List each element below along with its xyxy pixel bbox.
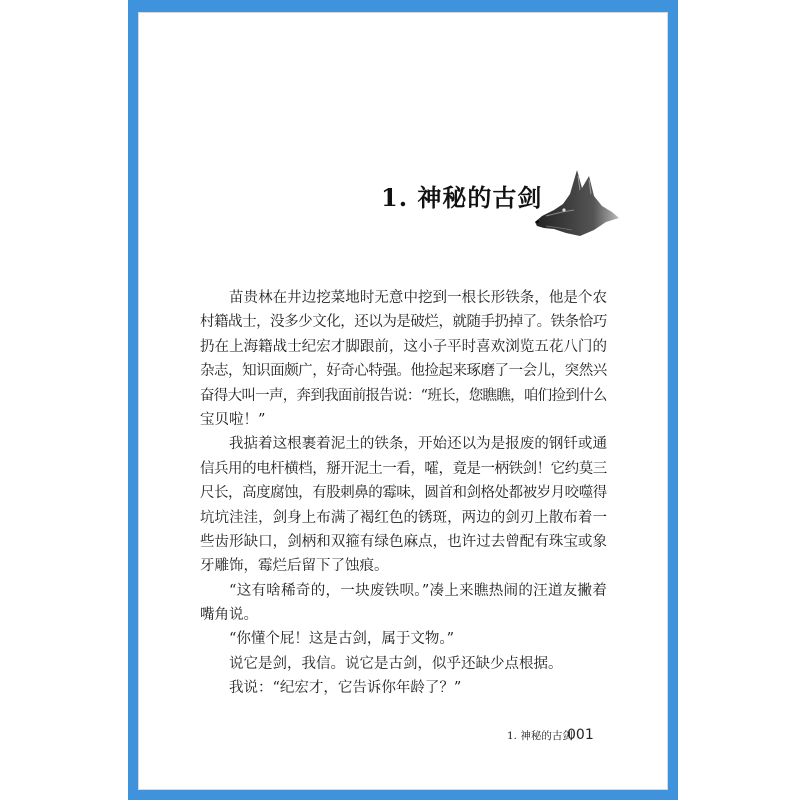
text-line-content: “这有啥稀奇的，一块废铁呗。”凑上来瞧热闹的汪道友撇着 xyxy=(229,582,608,599)
text-line-content: 村籍战士，没多少文化，还以为是破烂，就随手扔掉了。铁条恰巧 xyxy=(200,314,607,331)
text-line xyxy=(200,384,607,408)
running-head: 1. 神秘的古剑 xyxy=(507,730,573,742)
text-line xyxy=(200,603,607,627)
chapter-title: 1. 神秘的古剑 xyxy=(381,183,543,212)
text-line-content: 说它是剑，我信。说它是古剑，似乎还缺少点根据。 xyxy=(229,655,563,672)
text-line xyxy=(229,432,607,456)
text-line xyxy=(200,359,607,383)
text-line-content: 奋得大叫一声，奔到我面前报告说：“班长，您瞧瞧，咱们捡到什么 xyxy=(200,387,607,404)
text-line xyxy=(229,652,607,676)
wolf-head-icon xyxy=(532,166,620,240)
text-line xyxy=(200,408,607,432)
text-line-content: 苗贵林在井边挖菜地时无意中挖到一根长形铁条，他是个农 xyxy=(229,290,608,306)
paragraph xyxy=(200,652,607,676)
text-line-content: 些齿形缺口，剑柄和双箍有绿色麻点，也许过去曾配有珠宝或象 xyxy=(200,533,608,550)
text-line xyxy=(229,627,607,651)
paragraph xyxy=(200,432,607,578)
text-line-content: 我说：“纪宏才，它告诉你年龄了？” xyxy=(229,680,462,697)
text-line xyxy=(200,506,607,530)
text-line xyxy=(200,335,607,359)
text-line-content: 信兵用的电杆横档，掰开泥土一看，嚯，竟是一柄铁剑！它约莫三 xyxy=(200,460,607,477)
paragraph xyxy=(200,579,607,628)
paragraph xyxy=(200,627,607,651)
text-line xyxy=(229,579,607,603)
text-line xyxy=(200,310,607,334)
paragraph xyxy=(200,676,607,700)
text-line xyxy=(229,286,607,310)
paragraph xyxy=(200,286,607,432)
text-line-content: 坑坑洼洼，剑身上布满了褐红色的锈斑，两边的剑刃上散布着一 xyxy=(200,509,608,526)
text-line-content: 扔在上海籍战士纪宏才脚跟前，这小子平时喜欢浏览五花八门的 xyxy=(200,338,608,355)
body-text xyxy=(200,286,607,701)
text-line xyxy=(200,481,607,505)
text-line-content: 嘴角说。 xyxy=(200,607,258,624)
text-line xyxy=(200,530,607,554)
page-number: 001 xyxy=(567,727,594,743)
text-line-content: 尺长，高度腐蚀，有股刺鼻的霉味，圆首和剑格处都被岁月咬噬得 xyxy=(200,485,607,502)
text-line xyxy=(229,676,607,700)
text-line-content: 牙雕饰，霉烂后留下了蚀痕。 xyxy=(200,558,389,575)
text-line xyxy=(200,554,607,578)
text-line xyxy=(200,457,607,481)
text-line-content: 杂志，知识面颇广，好奇心特强。他捡起来琢磨了一会儿，突然兴 xyxy=(200,363,607,380)
text-line-content: 宝贝啦！” xyxy=(200,411,266,428)
text-line-content: “你懂个屁！这是古剑，属于文物。” xyxy=(229,631,455,648)
text-line-content: 我掂着这根裹着泥土的铁条，开始还以为是报废的钢钎或通 xyxy=(229,436,608,453)
